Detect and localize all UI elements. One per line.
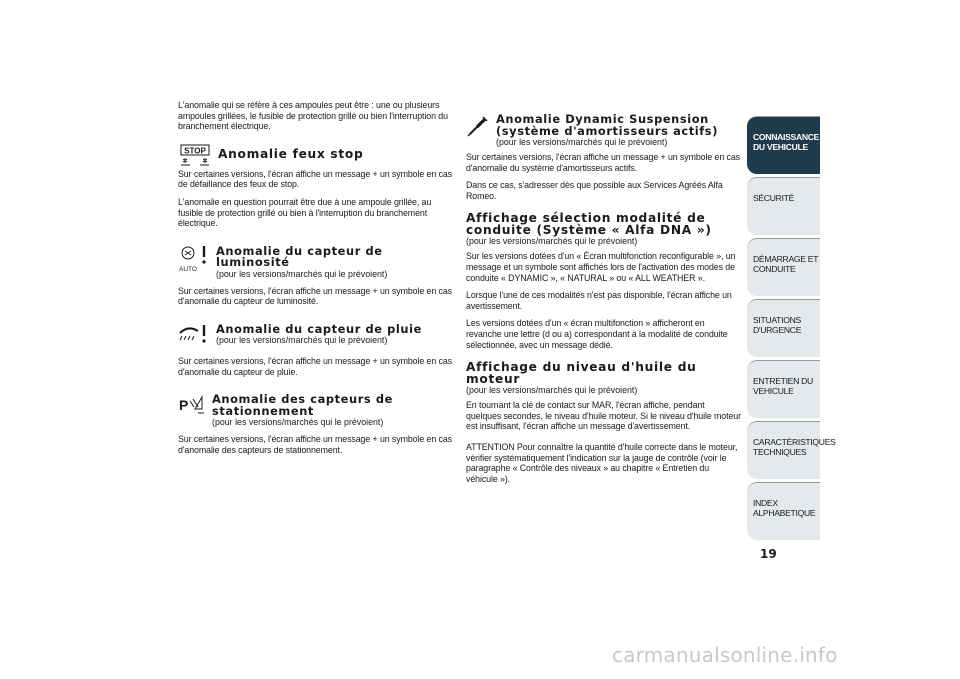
tab-entretien[interactable]: ENTRETIEN DU VEHICULE xyxy=(747,360,820,418)
susp-p1: Sur certaines versions, l'écran affiche un message + un symbole en cas d'anomalie du système d'amortisseurs actifs. xyxy=(466,152,740,173)
watermark: carmanualsonline.info xyxy=(612,643,838,667)
section-park xyxy=(178,393,453,455)
susp-title: Anomalie Dynamic Suspension (système d'amortisseurs actifs) xyxy=(496,112,718,138)
oil-p1: En tournant la clé de contact sur MAR, l'écran affiche, pendant quelques secondes, le niveau d'huile moteur. Si le niveau d'huile moteur est insuffisant, l'écran affiche un message d'avertissement. xyxy=(466,400,741,432)
left-column xyxy=(178,100,453,462)
dna-p3: Les versions dotées d'un « écran multifonction » afficheront en revanche une lettre (d ou a) correspondant à la modalité de conduite sélectionnée, avec un message dédié. xyxy=(466,318,728,350)
susp-sub: (pour les versions/marchés qui le prévoient) xyxy=(496,137,668,147)
light-sensor-icon xyxy=(178,243,210,278)
section-stop xyxy=(178,144,453,229)
park-p1: Sur certaines versions, l'écran affiche un message + un symbole en cas d'anomalie des capteurs de stationnement. xyxy=(178,434,452,455)
tab-connaissance[interactable]: CONNAISSANCE DU VEHICULE xyxy=(747,116,820,174)
section-rain xyxy=(178,323,453,377)
page-number: 19 xyxy=(760,547,777,561)
rain-title: Anomalie du capteur de pluie xyxy=(216,321,422,336)
tab-urgence[interactable]: SITUATIONS D'URGENCE xyxy=(747,299,820,357)
intro-paragraph: L'anomalie qui se réfère à ces ampoules peut être : une ou plusieurs ampoules grillées, le fusible de protection grillé ou bien l'interruption du branchement électrique. xyxy=(178,100,448,132)
section-susp xyxy=(466,114,741,201)
section-oil xyxy=(466,361,741,484)
svg-text:P: P xyxy=(179,397,189,414)
park-sub: (pour les versions/marchés qui le prévoient) xyxy=(212,417,384,428)
dna-p1: Sur les versions dotées d'un « Écran multifonction reconfigurable », un message et un symbole sont affichés lors de l'activation des modes de conduite « DYNAMIC », « NATURAL » ou « ALL WEATHER ». xyxy=(466,251,736,283)
tab-securite[interactable]: SÉCURITÉ xyxy=(747,177,820,235)
dna-p2: Lorsque l'une de ces modalités n'est pas disponible, l'écran affiche un avertissement. xyxy=(466,290,732,311)
rain-sensor-icon xyxy=(178,323,210,350)
chapter-tabs xyxy=(747,116,836,543)
lum-icon-text: AUTO xyxy=(179,265,197,273)
section-lum xyxy=(178,243,453,307)
rain-p1: Sur certaines versions, l'écran affiche un message + un symbole en cas d'anomalie du capteur de pluie. xyxy=(178,355,452,377)
tab-index[interactable]: INDEX ALPHABETIQUE xyxy=(747,482,820,540)
lum-sub: (pour les versions/marchés qui le prévoient) xyxy=(216,268,388,279)
stop-p2: L'anomalie en question pourrait être due à une ampoule grillée, au fusible de protection grillé ou bien à l'interruption du branchement électrique. xyxy=(178,196,432,229)
shock-absorber-icon xyxy=(466,114,490,143)
stop-p1: Sur certaines versions, l'écran affiche un message + un symbole en cas de défaillance des feux de stop. xyxy=(178,168,452,190)
dna-title: Affichage sélection modalité de conduite (Système « Alfa DNA ») xyxy=(466,211,712,238)
stop-icon-text: STOP xyxy=(184,146,206,156)
lum-title: Anomalie du capteur de luminosité xyxy=(216,243,383,270)
parking-sensor-icon xyxy=(178,393,206,422)
oil-p2: ATTENTION Pour connaître la quantité d'huile correcte dans le moteur, vérifier systématiquement l'indication sur la jauge de contrôle (voir le paragraphe « Contrôle des niveaux » au chapitre « Entretien du véhicule »). xyxy=(466,441,738,484)
tab-demarrage[interactable]: DÉMARRAGE ET CONDUITE xyxy=(747,238,820,296)
oil-title: Affichage du niveau d'huile du moteur xyxy=(466,360,697,387)
lum-p1: Sur certaines versions, l'écran affiche un message + un symbole en cas d'anomalie du capteur de luminosité. xyxy=(178,285,452,307)
section-dna xyxy=(466,212,741,350)
susp-p2: Dans ce cas, s'adresser dès que possible aux Services Agréés Alfa Romeo. xyxy=(466,180,723,201)
stop-title: Anomalie feux stop xyxy=(218,146,364,161)
dna-sub: (pour les versions/marchés qui le prévoient) xyxy=(466,236,638,247)
park-title: Anomalie des capteurs de stationnement xyxy=(212,392,393,418)
tab-caracteristiques[interactable]: CARACTÉRISTIQUES TECHNIQUES xyxy=(747,421,820,479)
right-column xyxy=(466,114,741,491)
rain-sub: (pour les versions/marchés qui le prévoient) xyxy=(216,335,388,346)
oil-sub: (pour les versions/marchés qui le prévoient) xyxy=(466,385,638,396)
